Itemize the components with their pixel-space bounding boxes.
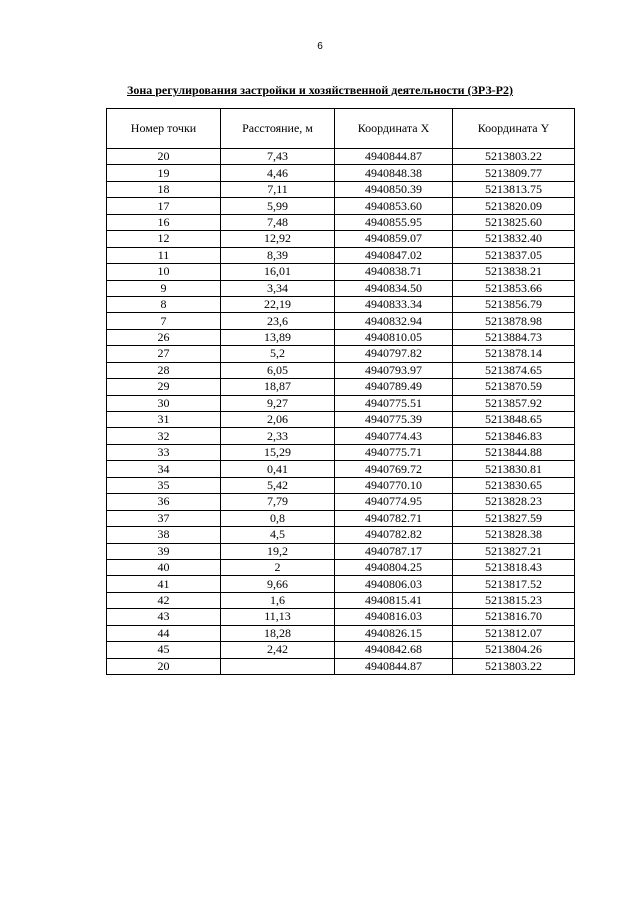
cell-coordinate-y: 5213837.05: [453, 247, 575, 263]
cell-point-number: 27: [107, 346, 221, 362]
cell-coordinate-x: 4940787.17: [335, 543, 453, 559]
table-row: [107, 247, 575, 263]
table-header-row: [107, 109, 575, 149]
cell-coordinate-y: 5213827.59: [453, 510, 575, 526]
cell-coordinate-x: 4940832.94: [335, 313, 453, 329]
cell-coordinate-y: 5213832.40: [453, 231, 575, 247]
cell-coordinate-x: 4940775.39: [335, 412, 453, 428]
cell-point-number: 20: [107, 658, 221, 674]
cell-coordinate-x: 4940815.41: [335, 592, 453, 608]
cell-coordinate-x: 4940853.60: [335, 198, 453, 214]
cell-coordinate-x: 4940775.51: [335, 395, 453, 411]
header-coordinate-y: Координата Y: [453, 109, 575, 149]
cell-coordinate-x: 4940770.10: [335, 477, 453, 493]
cell-distance: 7,43: [221, 149, 335, 165]
cell-point-number: 36: [107, 494, 221, 510]
table-row: [107, 346, 575, 362]
cell-point-number: 19: [107, 165, 221, 181]
cell-coordinate-y: 5213817.52: [453, 576, 575, 592]
table-row: [107, 214, 575, 230]
table-row: [107, 296, 575, 312]
cell-coordinate-x: 4940810.05: [335, 329, 453, 345]
cell-coordinate-x: 4940834.50: [335, 280, 453, 296]
cell-distance: 23,6: [221, 313, 335, 329]
cell-coordinate-y: 5213828.23: [453, 494, 575, 510]
cell-coordinate-y: 5213809.77: [453, 165, 575, 181]
header-point-number: Номер точки: [107, 109, 221, 149]
cell-distance: 16,01: [221, 264, 335, 280]
cell-distance: 4,5: [221, 527, 335, 543]
cell-coordinate-y: 5213812.07: [453, 625, 575, 641]
cell-point-number: 37: [107, 510, 221, 526]
table-row: [107, 264, 575, 280]
cell-coordinate-x: 4940769.72: [335, 461, 453, 477]
table-row: [107, 576, 575, 592]
cell-point-number: 31: [107, 412, 221, 428]
cell-distance: 2: [221, 559, 335, 575]
table-row: [107, 444, 575, 460]
cell-coordinate-y: 5213844.88: [453, 444, 575, 460]
table-row: [107, 313, 575, 329]
cell-distance: 4,46: [221, 165, 335, 181]
table-row: [107, 658, 575, 674]
table-row: [107, 362, 575, 378]
cell-coordinate-x: 4940855.95: [335, 214, 453, 230]
table-row: [107, 642, 575, 658]
cell-point-number: 35: [107, 477, 221, 493]
table-row: [107, 543, 575, 559]
cell-distance: 0,41: [221, 461, 335, 477]
cell-distance: 6,05: [221, 362, 335, 378]
cell-point-number: 45: [107, 642, 221, 658]
cell-coordinate-x: 4940789.49: [335, 379, 453, 395]
cell-coordinate-y: 5213848.65: [453, 412, 575, 428]
cell-coordinate-y: 5213874.65: [453, 362, 575, 378]
cell-coordinate-x: 4940848.38: [335, 165, 453, 181]
cell-distance: 19,2: [221, 543, 335, 559]
cell-distance: 11,13: [221, 609, 335, 625]
cell-coordinate-y: 5213857.92: [453, 395, 575, 411]
cell-distance: 1,6: [221, 592, 335, 608]
cell-coordinate-x: 4940775.71: [335, 444, 453, 460]
table-row: [107, 395, 575, 411]
cell-distance: 5,99: [221, 198, 335, 214]
cell-coordinate-x: 4940826.15: [335, 625, 453, 641]
cell-coordinate-x: 4940816.03: [335, 609, 453, 625]
cell-point-number: 39: [107, 543, 221, 559]
cell-distance: 7,48: [221, 214, 335, 230]
cell-coordinate-y: 5213827.21: [453, 543, 575, 559]
cell-distance: 0,8: [221, 510, 335, 526]
cell-point-number: 28: [107, 362, 221, 378]
cell-coordinate-x: 4940844.87: [335, 658, 453, 674]
cell-point-number: 34: [107, 461, 221, 477]
table-row: [107, 198, 575, 214]
cell-distance: 13,89: [221, 329, 335, 345]
cell-distance: 2,42: [221, 642, 335, 658]
cell-coordinate-y: 5213830.81: [453, 461, 575, 477]
cell-coordinate-y: 5213828.38: [453, 527, 575, 543]
cell-coordinate-y: 5213813.75: [453, 181, 575, 197]
cell-point-number: 18: [107, 181, 221, 197]
cell-point-number: 43: [107, 609, 221, 625]
cell-coordinate-x: 4940793.97: [335, 362, 453, 378]
table-row: [107, 329, 575, 345]
cell-point-number: 7: [107, 313, 221, 329]
cell-coordinate-x: 4940842.68: [335, 642, 453, 658]
cell-distance: 22,19: [221, 296, 335, 312]
cell-coordinate-y: 5213884.73: [453, 329, 575, 345]
cell-point-number: 38: [107, 527, 221, 543]
cell-point-number: 44: [107, 625, 221, 641]
table-row: [107, 559, 575, 575]
cell-coordinate-y: 5213820.09: [453, 198, 575, 214]
cell-coordinate-y: 5213825.60: [453, 214, 575, 230]
table-row: [107, 412, 575, 428]
cell-point-number: 11: [107, 247, 221, 263]
cell-distance: 9,66: [221, 576, 335, 592]
cell-coordinate-y: 5213815.23: [453, 592, 575, 608]
cell-point-number: 26: [107, 329, 221, 345]
cell-distance: 9,27: [221, 395, 335, 411]
cell-coordinate-x: 4940833.34: [335, 296, 453, 312]
cell-point-number: 32: [107, 428, 221, 444]
cell-point-number: 17: [107, 198, 221, 214]
cell-distance: 3,34: [221, 280, 335, 296]
cell-point-number: 33: [107, 444, 221, 460]
cell-distance: 7,11: [221, 181, 335, 197]
cell-point-number: 30: [107, 395, 221, 411]
cell-coordinate-x: 4940797.82: [335, 346, 453, 362]
cell-coordinate-y: 5213838.21: [453, 264, 575, 280]
coordinates-table: [106, 108, 575, 675]
cell-coordinate-x: 4940806.03: [335, 576, 453, 592]
cell-distance: 7,79: [221, 494, 335, 510]
cell-coordinate-x: 4940850.39: [335, 181, 453, 197]
document-title: Зона регулирования застройки и хозяйственной деятельности (ЗРЗ-Р2): [127, 83, 513, 97]
header-coordinate-x: Координата X: [335, 109, 453, 149]
cell-point-number: 20: [107, 149, 221, 165]
table-row: [107, 231, 575, 247]
page-number: 6: [317, 41, 323, 52]
cell-distance: 18,87: [221, 379, 335, 395]
cell-coordinate-y: 5213878.14: [453, 346, 575, 362]
cell-point-number: 12: [107, 231, 221, 247]
header-distance: Расстояние, м: [221, 109, 335, 149]
cell-coordinate-x: 4940859.07: [335, 231, 453, 247]
cell-point-number: 8: [107, 296, 221, 312]
cell-coordinate-x: 4940774.43: [335, 428, 453, 444]
table-row: [107, 477, 575, 493]
cell-distance: [221, 658, 335, 674]
table-row: [107, 609, 575, 625]
cell-distance: 2,06: [221, 412, 335, 428]
cell-point-number: 9: [107, 280, 221, 296]
table-body: [107, 149, 575, 675]
cell-coordinate-y: 5213830.65: [453, 477, 575, 493]
cell-distance: 18,28: [221, 625, 335, 641]
table-row: [107, 165, 575, 181]
table-row: [107, 280, 575, 296]
cell-coordinate-y: 5213803.22: [453, 658, 575, 674]
cell-distance: 15,29: [221, 444, 335, 460]
cell-point-number: 41: [107, 576, 221, 592]
cell-coordinate-x: 4940847.02: [335, 247, 453, 263]
table-row: [107, 428, 575, 444]
cell-point-number: 10: [107, 264, 221, 280]
cell-coordinate-x: 4940782.71: [335, 510, 453, 526]
table-row: [107, 625, 575, 641]
cell-coordinate-y: 5213818.43: [453, 559, 575, 575]
cell-coordinate-y: 5213878.98: [453, 313, 575, 329]
cell-distance: 5,2: [221, 346, 335, 362]
table-row: [107, 461, 575, 477]
cell-coordinate-x: 4940782.82: [335, 527, 453, 543]
cell-distance: 8,39: [221, 247, 335, 263]
table-row: [107, 592, 575, 608]
cell-coordinate-y: 5213856.79: [453, 296, 575, 312]
table-row: [107, 494, 575, 510]
cell-coordinate-x: 4940804.25: [335, 559, 453, 575]
cell-point-number: 29: [107, 379, 221, 395]
cell-coordinate-x: 4940774.95: [335, 494, 453, 510]
cell-distance: 5,42: [221, 477, 335, 493]
table-row: [107, 379, 575, 395]
table-row: [107, 181, 575, 197]
cell-coordinate-y: 5213803.22: [453, 149, 575, 165]
cell-coordinate-y: 5213846.83: [453, 428, 575, 444]
cell-coordinate-x: 4940838.71: [335, 264, 453, 280]
cell-coordinate-y: 5213870.59: [453, 379, 575, 395]
cell-distance: 12,92: [221, 231, 335, 247]
table-row: [107, 149, 575, 165]
cell-point-number: 16: [107, 214, 221, 230]
cell-point-number: 40: [107, 559, 221, 575]
table-row: [107, 527, 575, 543]
cell-coordinate-y: 5213804.26: [453, 642, 575, 658]
cell-coordinate-x: 4940844.87: [335, 149, 453, 165]
cell-point-number: 42: [107, 592, 221, 608]
cell-coordinate-y: 5213853.66: [453, 280, 575, 296]
cell-distance: 2,33: [221, 428, 335, 444]
cell-coordinate-y: 5213816.70: [453, 609, 575, 625]
table-row: [107, 510, 575, 526]
